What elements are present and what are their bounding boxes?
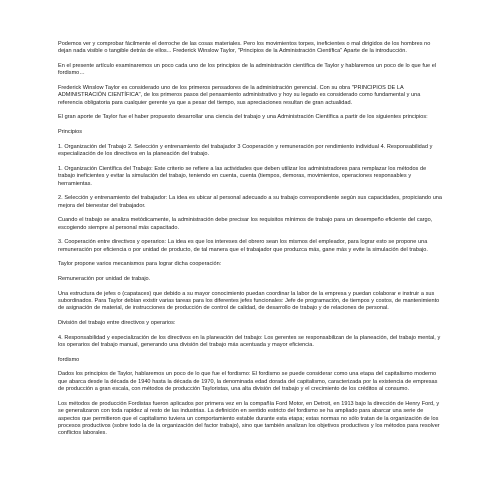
paragraph-remuneration: Remuneración por unidad de trabajo. bbox=[58, 276, 151, 282]
paragraph-division-of-labor: División del trabajo entre directivos y operarios: bbox=[58, 320, 176, 327]
paragraph-principles-list: 1. Organización del Trabajo 2. Selección y entrenamiento del trabajador 3 Cooperación y remuneración por rendimiento individual 4. Responsabilidad y especialización de los directivos en la planeación del trabajo. bbox=[58, 143, 433, 158]
document-page bbox=[58, 41, 444, 445]
paragraph-job-analysis: Cuando el trabajo se analiza metódicamente, la administración debe precisar los requisitos mínimos de trabajo para un desempeño eficiente del cargo, escogiendo siempre al personal más capacitado. bbox=[58, 217, 433, 231]
heading-fordismo: fordismo bbox=[58, 356, 80, 363]
paragraph-principle-4: 4. Responsabilidad y especialización de los directivos en la planeación del trabajo: Los gerentes se responsabilizan de la planeación, del trabajo mental, y los operarios del trabajo manual, generando una división del trabajo más acentuada y mayor eficiencia. bbox=[58, 334, 441, 349]
paragraph-fordism-methods: Los métodos de producción Fordistas fueron aplicados por primera vez en la compañía Ford Motor, en Detroit, en 1913 bajo la dirección de Henry Ford, y se generalizaron con toda rapidez al resto de las industrias. La definición en sentido estricto del fordismo se ha ampliado para abarcar una serie de aspectos que permitieron que el capitalismo tuviera un comportamiento estable durante esta etapa; estas normas no sólo tratan de la organización de los procesos productivos (sobre todo la de la organización del factor trabajo), sino que también analizan los objetivos productivos y los métodos para resolver conflictos laborales. bbox=[58, 400, 440, 437]
paragraph-taylor-bio: Frederick Winslow Taylor es considerado uno de los primeros pensadores de la administración gerencial. Con su obra "PRINCIPIOS DE LA ADMINISTRACIÓN CIENTÍFICA", de los primeros pasos del pensamiento administrativo y hoy su legado es considerado como fundamental y una referencia obligatoria para cualquier gerente ya que a pesar del tiempo, sus apreciaciones resultan de gran actualidad. bbox=[58, 85, 421, 106]
paragraph-taylor-contribution: El gran aporte de Taylor fue el haber propuesto desarrollar una ciencia del trabajo y una Administración Científica a partir de los siguientes principios: bbox=[58, 114, 428, 121]
paragraph-fordism-definition: Dados los principios de Taylor, hablaremos un poco de lo que fue el fordismo: El fordismo se puede considerar como una etapa del capitalismo moderno que abarca desde la década de 1940 hasta la década de 1970, la denominada edad dorada del capitalismo, caracterizada por la existencia de empresas de producción a gran escala, con métodos de producción Tayloristas, una alta división del trabajo y el crecimiento de los créditos al consumo. bbox=[58, 371, 438, 393]
paragraph-principle-2: 2. Selección y entrenamiento del trabajador: La idea es ubicar al personal adecuado a su trabajo correspondiente según sus capacidades, propiciando una mejora del bienestar del trabajador. bbox=[58, 195, 442, 209]
paragraph-quote: Podemos ver y comprobar fácilmente el derroche de las cosas materiales. Pero los movimientos torpes, ineficientes o mal dirigidos de los hombres no dejan nada visible o tangible detrás de ellos... Frederick Winslow Taylor, "Principios de la Administración Científica" Aparte de la introducción. bbox=[58, 41, 431, 55]
heading-principios: Principios bbox=[58, 129, 83, 136]
paragraph-principle-1: 1. Organización Científica del Trabajo: Este criterio se refiere a las actividades que deben utilizar los administradores para remplazar los métodos de trabajo ineficientes y evitar la simulación del trabajo, teniendo en cuenta, cuenta (tiempos, demoras, movimientos, operaciones responsables y herramientas. bbox=[58, 165, 427, 187]
paragraph-foremen-structure: Una estructura de jefes o (capataces) que debido a su mayor conocimiento puedan coordinar la labor de la empresa y puedan colaborar e instruir a sus subordinados. Para Taylor debían existir varias tareas para los diferentes jefes funcionales: Jefe de programación, de tiempos y costos, de mantenimiento de asignación de material, de instrucciones de producción de control de calidad, de desarrollo de trabajo y de relaciones de personal. bbox=[58, 290, 440, 312]
paragraph-principle-3: 3. Cooperación entre directivos y operarios: La idea es que los intereses del obrero sean los mismos del empleador, para lograr esto se propone una remuneración por eficiencia o por unidad de producto, de tal manera que el trabajador que produzca más, gane más y evite la simulación del trabajo. bbox=[58, 239, 428, 253]
paragraph-intro: En el presente artículo examinaremos un poco cada uno de los principios de la administración científica de Taylor y hablaremos un poco de lo que fue el fordismo… bbox=[58, 63, 437, 77]
paragraph-mechanisms: Taylor propone varios mecanismos para lograr dicha cooperación: bbox=[58, 261, 222, 268]
